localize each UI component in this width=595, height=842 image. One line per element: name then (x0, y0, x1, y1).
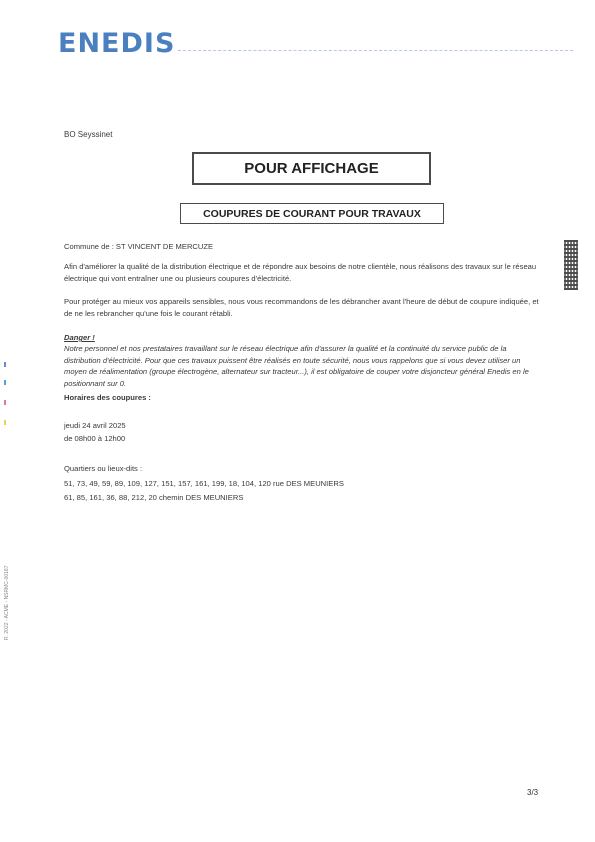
street-list-1: 51, 73, 49, 59, 89, 109, 127, 151, 157, 161, 199, 18, 104, 120 rue DES MEUNIERS (64, 479, 344, 488)
page-title: POUR AFFICHAGE (192, 152, 431, 185)
margin-mark (4, 362, 6, 367)
outage-date: jeudi 24 avril 2025 (64, 421, 126, 430)
margin-mark (4, 420, 6, 425)
intro-paragraph: Afin d'améliorer la qualité de la distribution électrique et de répondre aux besoins de notre clientèle, nous réalisons des travaux sur le réseau électrique qui vont entraîner une ou plusieurs coupures d'électricité. (64, 262, 537, 283)
hours-heading: Horaires des coupures : (64, 393, 151, 402)
quarters-heading: Quartiers ou lieux-dits : (64, 464, 143, 473)
margin-mark (4, 400, 6, 405)
page-subtitle: COUPURES DE COURANT POUR TRAVAUX (180, 203, 444, 224)
datamatrix-code (564, 240, 578, 290)
enedis-logo: ENEDIS (58, 28, 176, 59)
page-number: 3/3 (527, 788, 539, 797)
office-name: BO Seyssinet (64, 130, 113, 139)
margin-mark (4, 380, 6, 385)
header-divider (178, 50, 573, 51)
danger-heading: Danger ! (64, 333, 95, 342)
margin-reference: R. 2022 - ACME - NSRMC-00187 (4, 565, 10, 640)
danger-text: Notre personnel et nos prestataires travaillant sur le réseau électrique afin d'assurer la qualité et la continuité du service public de la distribution d'électricité. Pour que ces travaux puissent être réalisés en toute sécurité, nous vous rappelons que si vous devez utiliser un moyen de réalimentation (groupe électrogène, alternateur sur tracteur...), il est obligatoire de couper votre disjoncteur général Enedis en le positionnant sur 0. (64, 344, 529, 388)
street-list-2: 61, 85, 161, 36, 88, 212, 20 chemin DES MEUNIERS (64, 493, 244, 502)
outage-time: de 08h00 à 12h00 (64, 434, 126, 443)
commune-line: Commune de : ST VINCENT DE MERCUZE (64, 242, 214, 251)
advice-paragraph: Pour protéger au mieux vos appareils sensibles, nous vous recommandons de les débrancher avant l'heure de début de coupure indiquée, et de ne les rebrancher qu'une fois le courant rétabli. (64, 297, 539, 318)
